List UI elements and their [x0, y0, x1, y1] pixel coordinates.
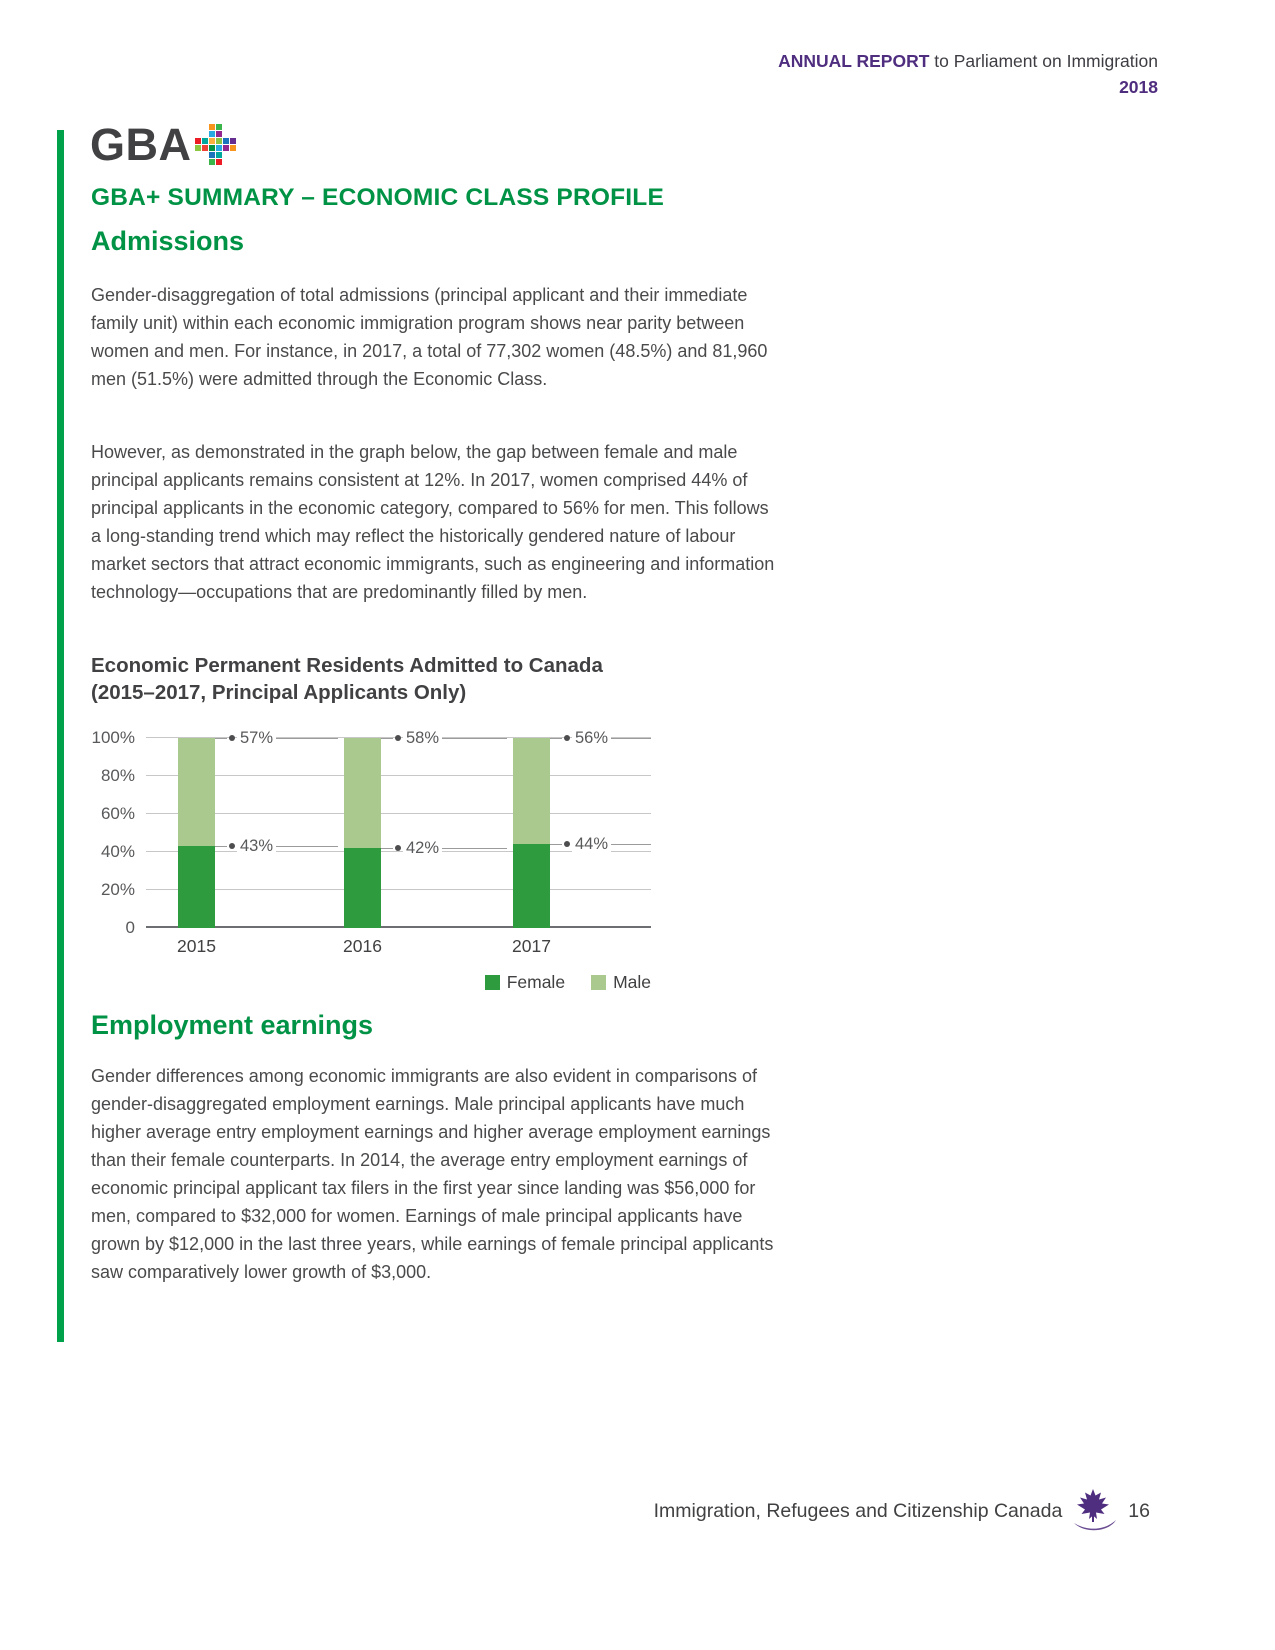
- y-axis-tick-label: 40%: [100, 842, 135, 861]
- gridline: [146, 775, 651, 776]
- bar-female-2016: [344, 848, 381, 928]
- legend-swatch: [591, 975, 606, 990]
- leader-dot: [564, 841, 570, 847]
- report-year: 2018: [1119, 77, 1158, 98]
- data-label: 42%: [403, 838, 442, 858]
- gridline: [146, 813, 651, 814]
- legend-item-male: [591, 972, 651, 993]
- leader-dot: [229, 843, 235, 849]
- leader-line: [215, 846, 227, 847]
- gba-plus-icon: [195, 124, 237, 166]
- report-title-rest: to Parliament on Immigration: [929, 51, 1158, 71]
- y-axis-tick-label: 60%: [100, 804, 135, 823]
- x-axis-tick-label: 2017: [512, 936, 551, 956]
- leader-line: [611, 738, 651, 739]
- leader-line: [442, 848, 507, 849]
- y-axis-tick-label: 20%: [100, 880, 135, 899]
- bar-female-2017: [513, 844, 550, 928]
- leader-dot: [395, 735, 401, 741]
- data-label-annotation: [381, 838, 507, 858]
- data-label-annotation: [215, 836, 338, 856]
- chart-plot: [91, 728, 651, 956]
- page-header: [778, 48, 1158, 101]
- data-label: 43%: [237, 836, 276, 856]
- bar-female-2015: [178, 846, 215, 928]
- ircc-maple-leaf-logo: [1071, 1488, 1119, 1534]
- leader-line: [381, 738, 393, 739]
- gridline: [146, 889, 651, 890]
- legend-swatch: [485, 975, 500, 990]
- gba-logo: [90, 119, 237, 170]
- page-footer: [654, 1488, 1150, 1534]
- leader-line: [276, 738, 338, 739]
- bar-male-2017: [513, 738, 550, 844]
- chart-legend: [91, 972, 651, 993]
- leader-line: [276, 846, 338, 847]
- admissions-chart: [91, 728, 691, 993]
- leader-line: [442, 738, 507, 739]
- data-label: 44%: [572, 834, 611, 854]
- leader-dot: [395, 845, 401, 851]
- data-label-annotation: [381, 728, 507, 748]
- leader-line: [550, 844, 562, 845]
- report-title: [778, 48, 1158, 74]
- subsection-heading-employment: Employment earnings: [91, 1010, 374, 1040]
- gba-logo-text: GBA: [90, 119, 192, 170]
- leader-line: [611, 844, 651, 845]
- bar-male-2015: [178, 738, 215, 846]
- paragraph-employment-1: Gender differences among economic immigrants are also evident in comparisons of gender-disaggregated employment earnings. Male principal applicants have much higher average entry employment earnings and higher average employment earnings than their female counterparts. In 2014, the average entry employment earnings of economic principal applicant tax filers in the first year since landing was $56,000 for men, compared to $32,000 for women. Earnings of male principal applicants have grown by $12,000 in the last three years, while earnings of female principal applicants saw comparatively lower growth of $3,000.: [91, 1066, 774, 1282]
- leader-line: [550, 738, 562, 739]
- y-axis-tick-label: 100%: [91, 728, 135, 747]
- x-axis-line: [146, 926, 651, 928]
- data-label-annotation: [550, 728, 651, 748]
- section-heading-gba-summary: GBA+ SUMMARY – ECONOMIC CLASS PROFILE: [91, 184, 664, 211]
- x-axis-tick-label: 2016: [343, 936, 382, 956]
- footer-organization: Immigration, Refugees and Citizenship Canada: [653, 1499, 1063, 1522]
- leader-line: [381, 848, 393, 849]
- paragraph-admissions-1: Gender-disaggregation of total admissions (principal applicant and their immediate family unit) within each economic immigration program shows near parity between women and men. For instance, in 2017, a total of 77,302 women (48.5%) and 81,960 men (51.5%) were admitted through the Economic Class.: [91, 285, 768, 389]
- leader-line: [215, 738, 227, 739]
- legend-label: Male: [613, 972, 651, 992]
- paragraph-admissions-2: However, as demonstrated in the graph below, the gap between female and male principal applicants remains consistent at 12%. In 2017, women comprised 44% of principal applicants in the economic category, compared to 56% for men. This follows a long-standing trend which may reflect the historically gendered nature of labour market sectors that attract economic immigrants, such as engineering and information technology—occupations that are predominantly filled by men.: [91, 442, 775, 602]
- chart-title: Economic Permanent Residents Admitted to Canada (2015–2017, Principal Applicants Only): [91, 654, 603, 704]
- data-label-annotation: [215, 728, 338, 748]
- leader-dot: [229, 735, 235, 741]
- page-number: 16: [1128, 1499, 1150, 1522]
- bar-male-2016: [344, 738, 381, 848]
- y-axis-tick-label: 80%: [100, 766, 135, 785]
- x-axis-tick-label: 2015: [177, 936, 216, 956]
- leader-dot: [564, 735, 570, 741]
- subsection-heading-admissions: Admissions: [91, 226, 245, 256]
- data-label-annotation: [550, 834, 651, 854]
- y-axis-tick-label: 0: [125, 918, 135, 937]
- data-label: 56%: [572, 728, 611, 748]
- green-accent-bar: [57, 130, 64, 1342]
- report-title-bold: ANNUAL REPORT: [778, 51, 930, 71]
- data-label: 57%: [237, 728, 276, 748]
- legend-label: Female: [506, 972, 566, 992]
- data-label: 58%: [403, 728, 442, 748]
- legend-item-female: [485, 972, 565, 993]
